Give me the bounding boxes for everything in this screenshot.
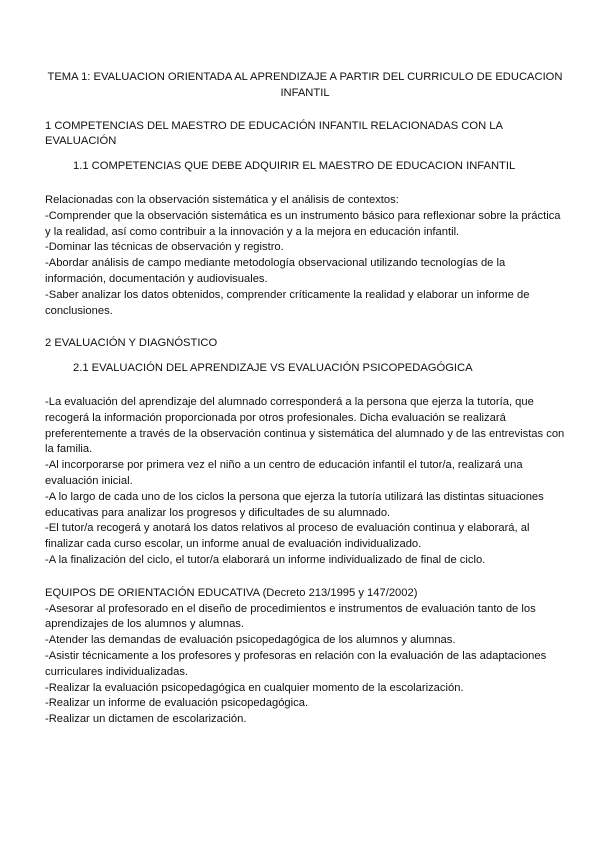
list-item: -Asistir técnicamente a los profesores y profesoras en relación con la evaluación de las adaptaciones curriculares individualizadas.	[45, 649, 547, 678]
section-2-1-heading: 2.1 EVALUACIÓN DEL APRENDIZAJE VS EVALUACIÓN PSICOPEDAGÓGICA	[73, 362, 473, 375]
list-item: -El tutor/a recogerá y anotará los datos relativos al proceso de evaluación continua y elaborará, al finalizar cada curso escolar, un informe anual de evaluación individualizado.	[45, 522, 530, 551]
list-item: -Realizar la evaluación psicopedagógica en cualquier momento de la escolarización.	[45, 681, 464, 694]
list-item: -Atender las demandas de evaluación psicopedagógica de los alumnos y alumnas.	[45, 634, 456, 647]
section-1-heading: 1 COMPETENCIAS DEL MAESTRO DE EDUCACIÓN INFANTIL RELACIONADAS CON LA EVALUACIÓN	[45, 119, 503, 148]
evaluacion-list	[45, 395, 565, 569]
competencias-intro: Relacionadas con la observación sistemática y el análisis de contextos:	[45, 193, 399, 206]
list-item: -La evaluación del aprendizaje del alumnado corresponderá a la persona que ejerza la tutoría, que recogerá la información proporcionada por otros profesionales. Dicha evaluación se realizará preferentemente a través de la observación continua y sistemática del alumnado y de las entrevistas con la familia.	[45, 395, 565, 456]
list-item: -A la finalización del ciclo, el tutor/a elaborará un informe individualizado de final de ciclo.	[45, 553, 486, 566]
list-item: -Asesorar al profesorado en el diseño de procedimientos e instrumentos de evaluación tanto de los aprendizajes de los alumnos y alumnas.	[45, 602, 536, 631]
section-2-heading: 2 EVALUACIÓN Y DIAGNÓSTICO	[45, 337, 218, 350]
equipos-list	[45, 586, 565, 728]
list-item: -Saber analizar los datos obtenidos, comprender críticamente la realidad y elaborar un informe de conclusiones.	[45, 288, 530, 317]
document-title	[45, 70, 565, 102]
title-line-2: INFANTIL	[280, 86, 330, 99]
document-page	[45, 70, 565, 745]
title-line-1: TEMA 1: EVALUACION ORIENTADA AL APRENDIZAJE A PARTIR DEL CURRICULO DE EDUCACION	[47, 71, 563, 83]
list-item: -A lo largo de cada uno de los ciclos la persona que ejerza la tutoría utilizará las distintas situaciones educativas para analizar los progresos y dificultades de su alumnado.	[45, 490, 544, 519]
list-item: -Al incorporarse por primera vez el niño a un centro de educación infantil el tutor/a, realizará una evaluación inicial.	[45, 459, 523, 487]
list-item: -Realizar un dictamen de escolarización.	[45, 713, 247, 726]
list-item: -Comprender que la observación sistemática es un instrumento básico para reflexionar sobre la práctica y la realidad, así como contribuir a la innovación y a la mejora en educación infantil.	[45, 209, 561, 238]
equipos-heading: EQUIPOS DE ORIENTACIÓN EDUCATIVA (Decreto 213/1995 y 147/2002)	[45, 586, 418, 599]
section-1-1-heading: 1.1 COMPETENCIAS QUE DEBE ADQUIRIR EL MAESTRO DE EDUCACION INFANTIL	[73, 160, 516, 173]
competencias-list	[45, 193, 565, 319]
list-item: -Dominar las técnicas de observación y registro.	[45, 241, 284, 254]
list-item: -Abordar análisis de campo mediante metodología observacional utilizando tecnologías de la información, documentación y audiovisuales.	[45, 257, 506, 285]
list-item: -Realizar un informe de evaluación psicopedagógica.	[45, 697, 309, 710]
